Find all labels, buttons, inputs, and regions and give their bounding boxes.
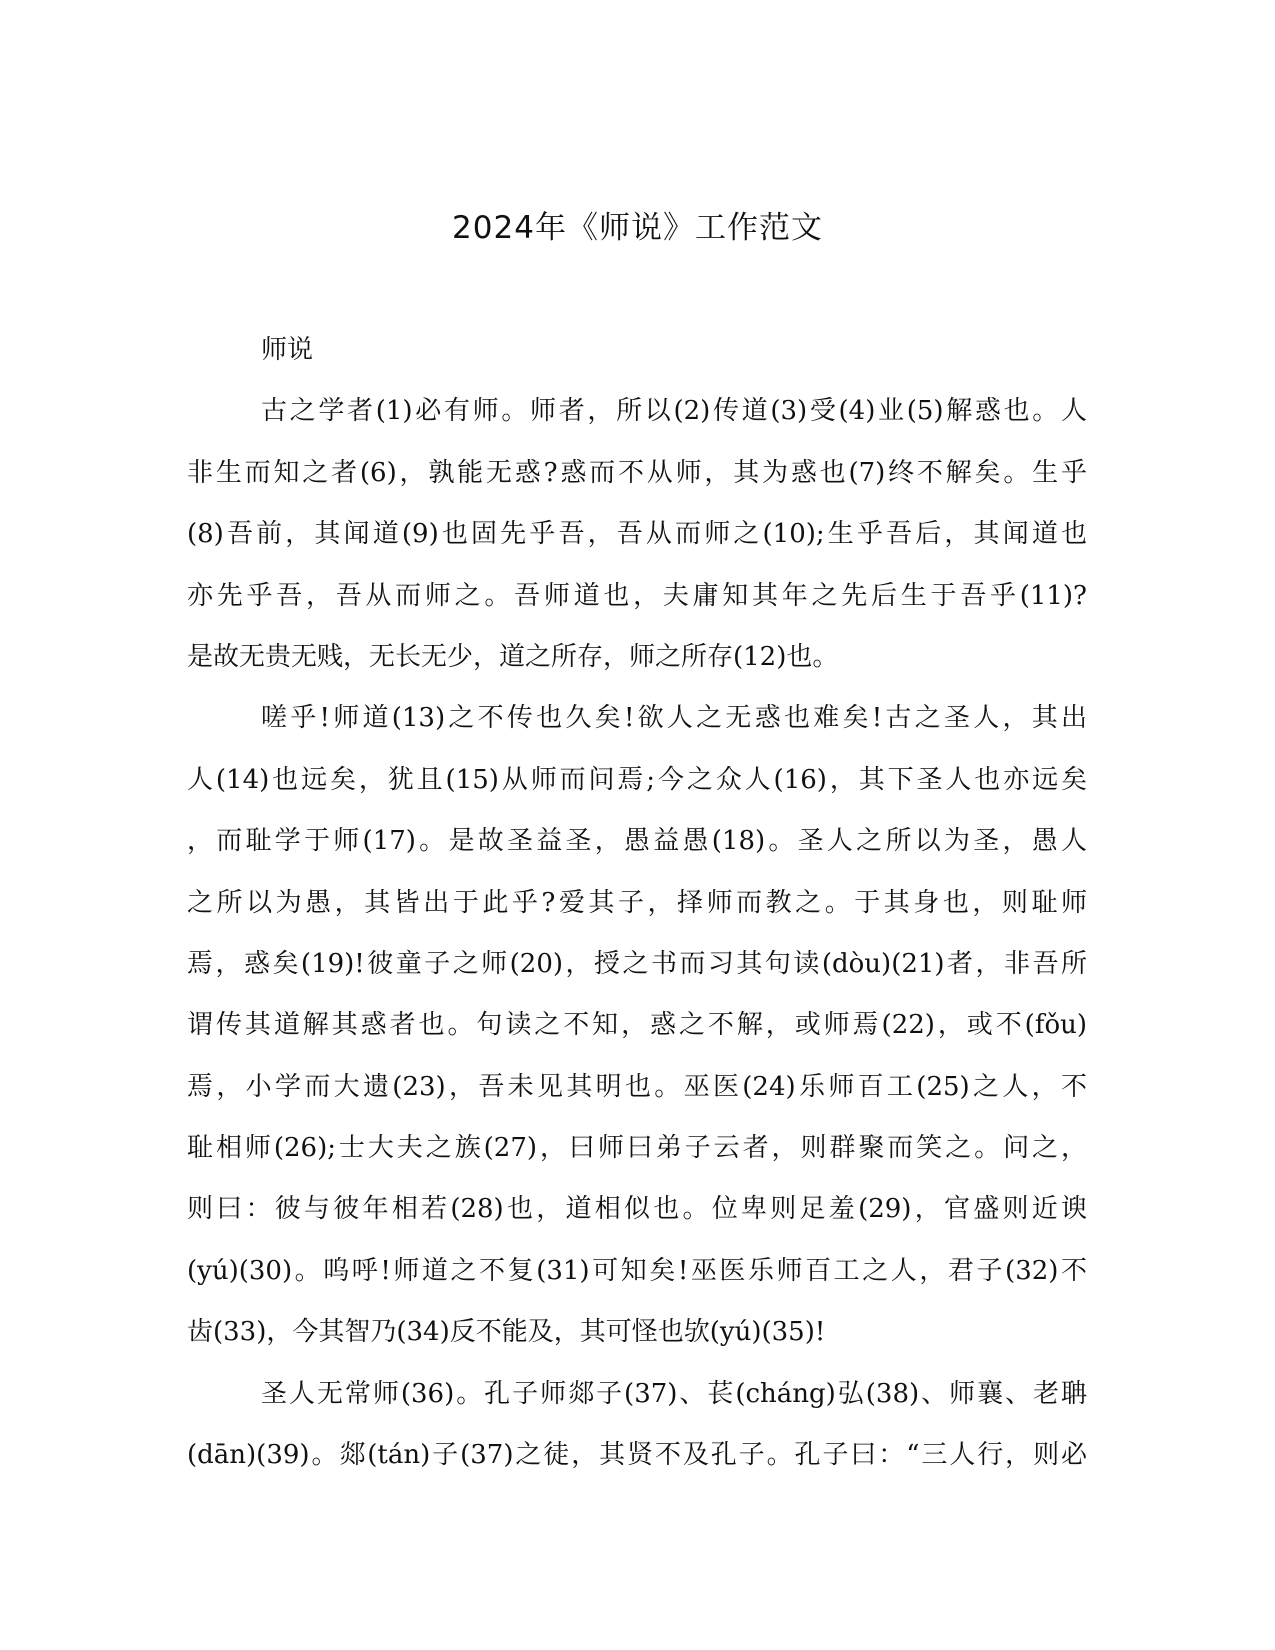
paragraph-line: 是故无贵无贱，无长无少，道之所存，师之所存(12)也。	[187, 641, 839, 672]
paragraph-line: ，而耻学于师(17)。是故圣益圣，愚益愚(18)。圣人之所以为圣，愚人	[187, 826, 1087, 857]
paragraph-line: 亦先乎吾，吾从而师之。吾师道也，夫庸知其年之先后生于吾乎(11)?	[187, 580, 1087, 611]
paragraph-line: 焉，小学而大遗(23)，吾未见其明也。巫医(24)乐师百工(25)之人，不	[187, 1071, 1087, 1102]
paragraph-line: 之所以为愚，其皆出于此乎?爱其子，择师而教之。于其身也，则耻师	[187, 887, 1087, 918]
paragraph-line: 则曰：彼与彼年相若(28)也，道相似也。位卑则足羞(29)，官盛则近谀	[187, 1194, 1087, 1225]
paragraph-line: 古之学者(1)必有师。师者，所以(2)传道(3)受(4)业(5)解惑也。人	[261, 396, 1087, 427]
paragraph-line: 圣人无常师(36)。孔子师郯子(37)、苌(cháng)弘(38)、师襄、老聃	[261, 1378, 1087, 1409]
paragraph-line: 非生而知之者(6)，孰能无惑?惑而不从师，其为惑也(7)终不解矣。生乎	[187, 457, 1087, 488]
paragraph-line: 耻相师(26);士大夫之族(27)，曰师曰弟子云者，则群聚而笑之。问之，	[187, 1133, 1087, 1164]
document-title: 2024年《师说》工作范文	[452, 210, 823, 246]
paragraph-line: (8)吾前，其闻道(9)也固先乎吾，吾从而师之(10);生乎吾后，其闻道也	[187, 519, 1087, 550]
paragraph-line: (dān)(39)。郯(tán)子(37)之徒，其贤不及孔子。孔子曰：“三人行，则必	[187, 1440, 1087, 1471]
paragraph-line: (yú)(30)。呜呼!师道之不复(31)可知矣!巫医乐师百工之人，君子(32)不	[187, 1255, 1087, 1286]
section-heading: 师说	[261, 335, 314, 365]
paragraph-line: 齿(33)，今其智乃(34)反不能及，其可怪也欤(yú)(35)!	[187, 1317, 826, 1348]
paragraph-line: 人(14)也远矣，犹且(15)从师而问焉;今之众人(16)，其下圣人也亦远矣	[187, 764, 1087, 795]
paragraph-line: 谓传其道解其惑者也。句读之不知，惑之不解，或师焉(22)，或不(fǒu)	[187, 1010, 1087, 1041]
paragraph-line: 嗟乎!师道(13)之不传也久矣!欲人之无惑也难矣!古之圣人，其出	[261, 703, 1087, 734]
document-body	[187, 320, 1087, 1486]
paragraph-line: 焉，惑矣(19)!彼童子之师(20)，授之书而习其句读(dòu)(21)者，非吾所	[187, 948, 1087, 979]
